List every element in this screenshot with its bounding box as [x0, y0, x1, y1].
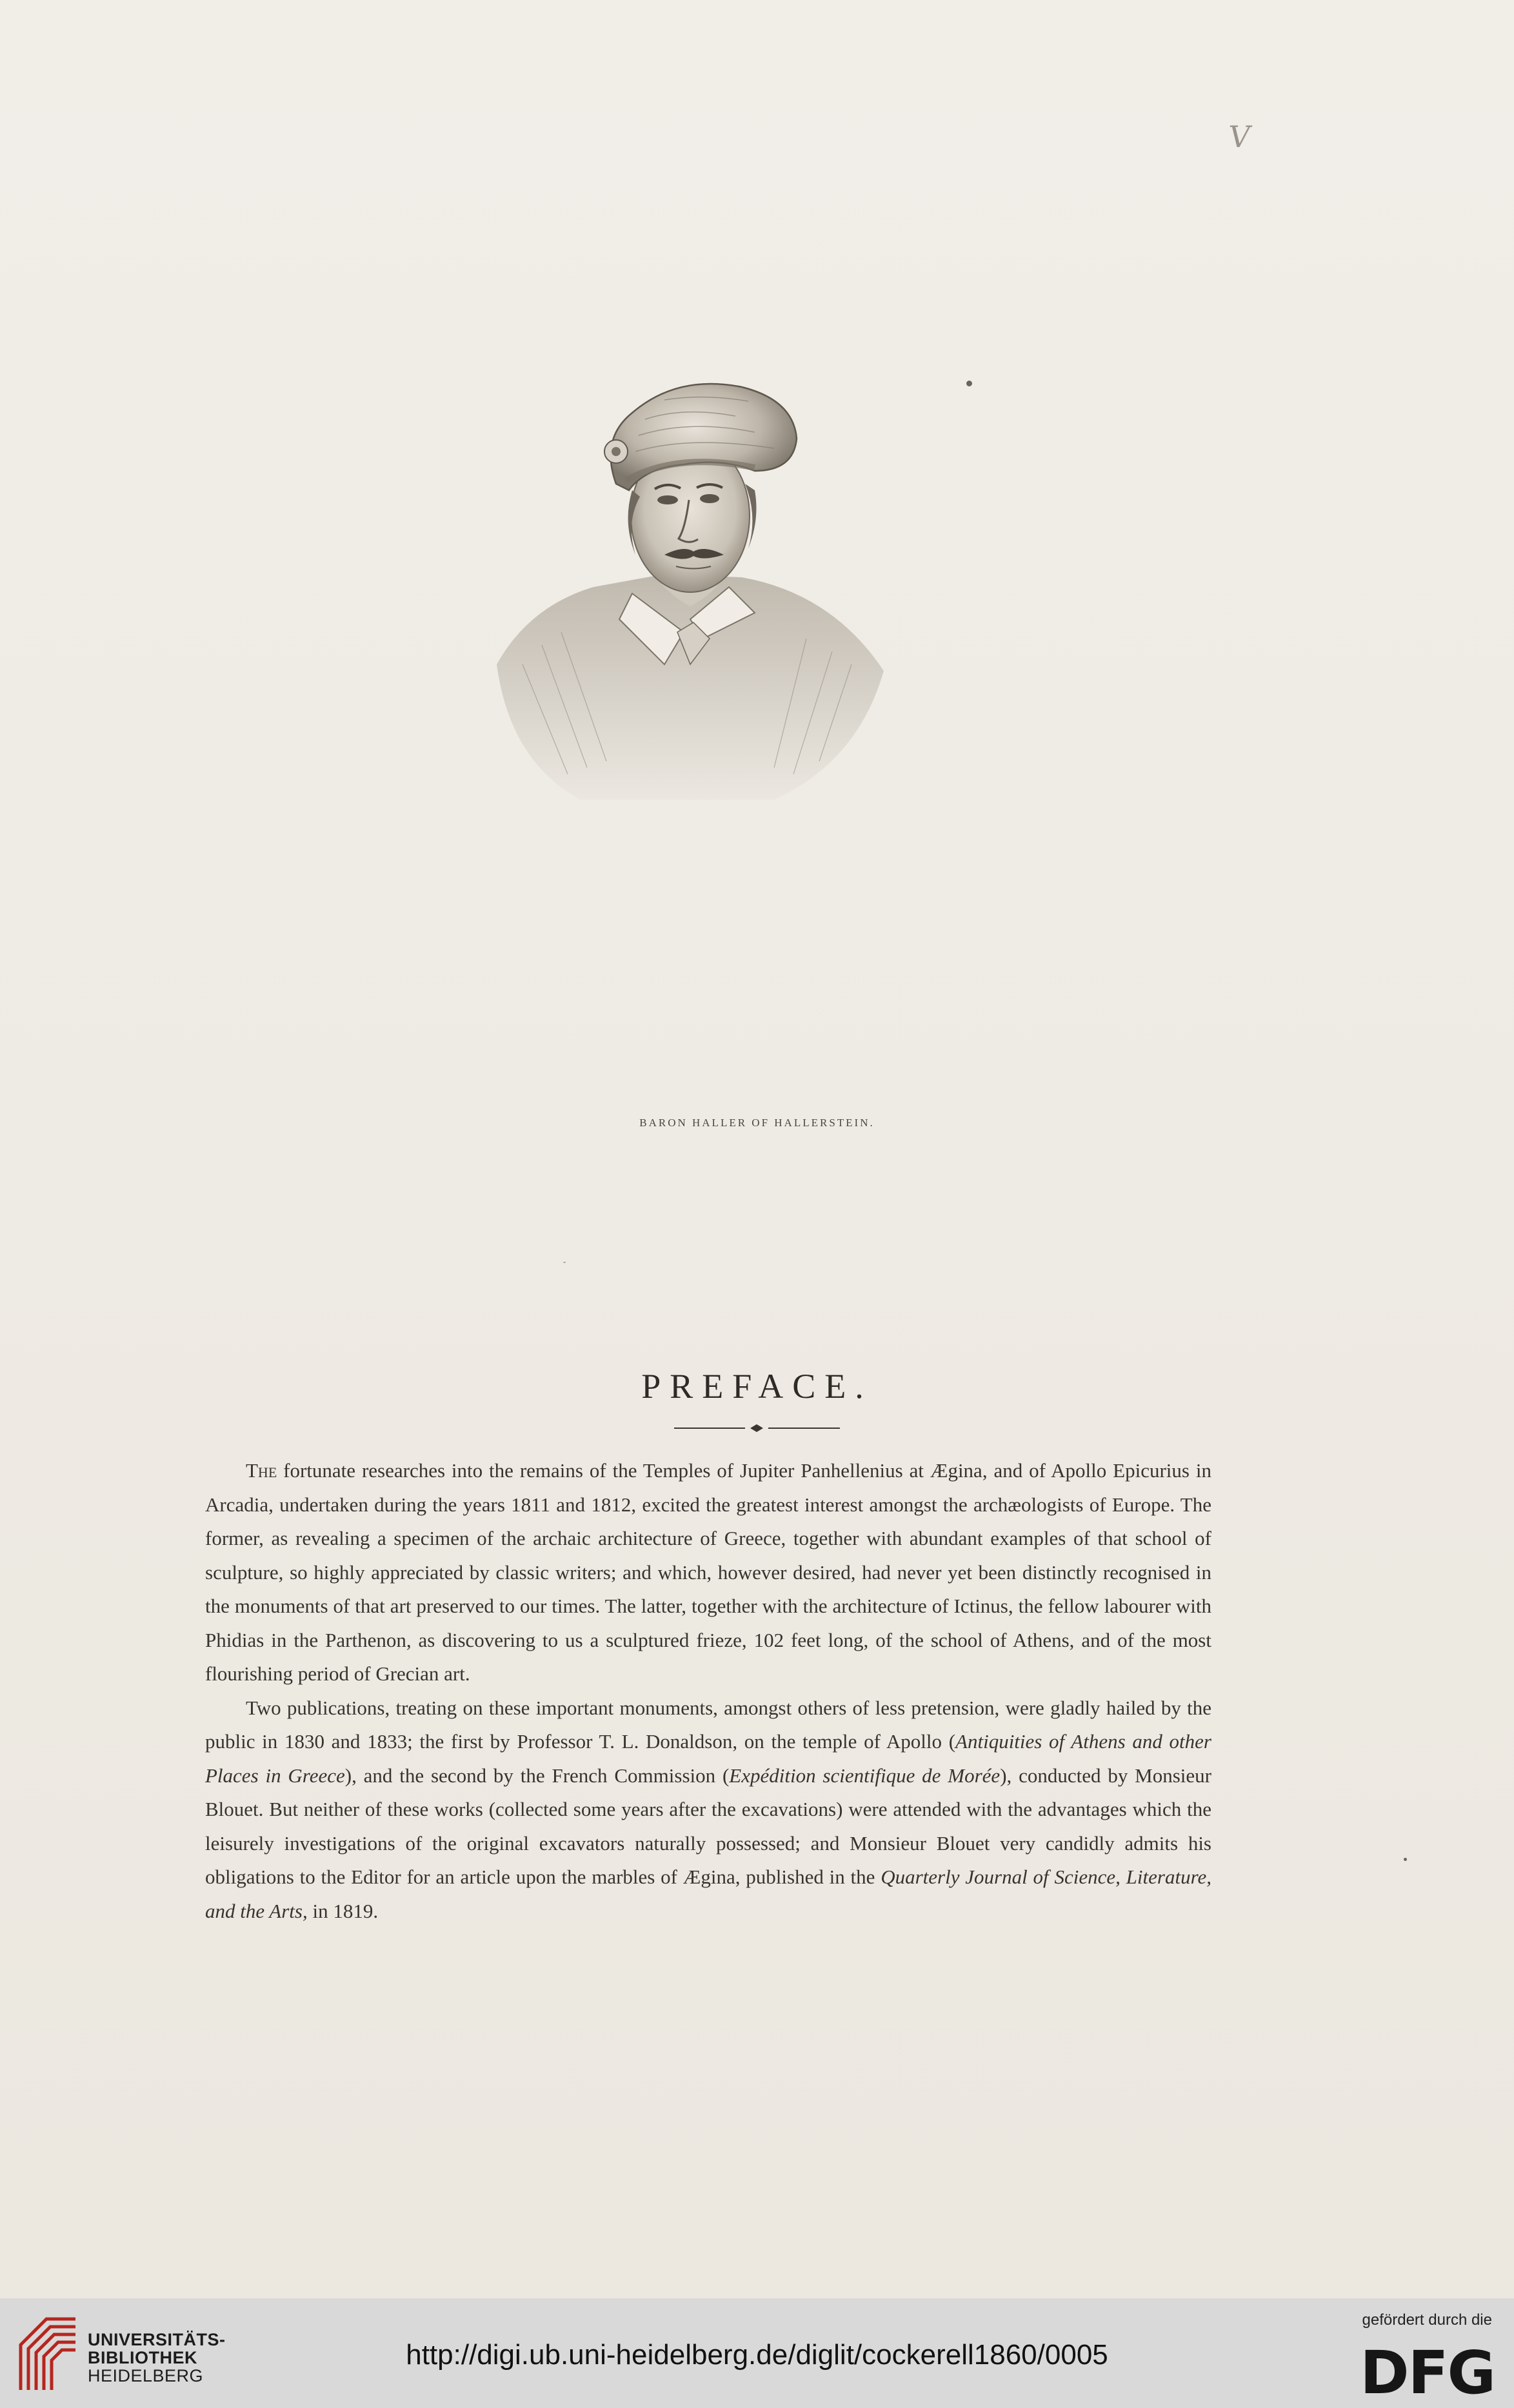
- ink-speck: [966, 381, 972, 386]
- funding-label: gefördert durch die: [1362, 2311, 1492, 2329]
- dfg-logo: DFG: [1360, 2338, 1495, 2407]
- journal-title: Quarterly Journal of Science, Literature, and the Arts,: [205, 1866, 1211, 1922]
- page-title: PREFACE.: [641, 1367, 873, 1406]
- paragraph-1: [205, 1454, 1211, 1691]
- paragraph-1-text: fortunate researches into the remains of the Temples of Jupiter Panhellenius at Ægina, and of Apollo Epicurius in Arcadia, undertaken during the years 1811 and 1812, excited the greatest interest amongst the archæologists of Europe. The former, as revealing a specimen of the archaic architecture of Greece, together with abundant examples of that school of sculpture, so highly appreciated by classic writers; and which, however desired, had never yet been distinctly recognised in the monuments of that art preserved to our times. The latter, together with the architecture of Ictinus, the fellow labourer with Phidias in the Parthenon, as discovering to us a sculptured frieze, 102 feet long, of the school of Athens, and of the most flourishing period of Grecian art.: [205, 1459, 1211, 1685]
- pencil-mark: V: [1226, 119, 1253, 154]
- preface-body: [205, 1454, 1211, 1928]
- ink-speck: [563, 1262, 566, 1263]
- library-name-line: UNIVERSITÄTS-: [88, 2330, 226, 2349]
- book-title: Expédition scientifique de Morée: [729, 1764, 1001, 1787]
- book-title: Antiquities of Athens and other Places in Greece: [205, 1730, 1211, 1787]
- paragraph-2-text: in 1819.: [307, 1899, 379, 1922]
- portrait-caption: BARON HALLER OF HALLERSTEIN.: [639, 1117, 875, 1129]
- paragraph-2-text: Two publications, treating on these important monuments, amongst others of less pretension, were gladly hailed by the public in 1830 and 1833; the first by Professor T. L. Donaldson, on the temple of Apollo (: [205, 1696, 1211, 1753]
- permalink[interactable]: http://digi.ub.uni-heidelberg.de/diglit/cockerell1860/0005: [406, 2339, 1108, 2371]
- engraved-portrait: [471, 361, 910, 800]
- divider-ornament-icon: [674, 1422, 840, 1435]
- library-name-line: BIBLIOTHEK: [88, 2348, 197, 2367]
- paragraph-2-text: ), and the second by the French Commission (: [344, 1764, 730, 1787]
- lead-word: The: [246, 1459, 277, 1482]
- paragraph-2: [205, 1691, 1211, 1929]
- ink-speck: [1404, 1858, 1407, 1861]
- footer-bar: [0, 2298, 1514, 2408]
- paragraph-2-text: ), conducted by Monsieur Blouet. But neither of these works (collected some years after the excavations) were attended with the advantages which the leisurely investigations of the original excavators naturally possessed; and Monsieur Blouet very candidly admits his obligations to the Editor for an article upon the marbles of Ægina, published in the: [205, 1764, 1211, 1888]
- library-name-line: HEIDELBERG: [88, 2366, 204, 2385]
